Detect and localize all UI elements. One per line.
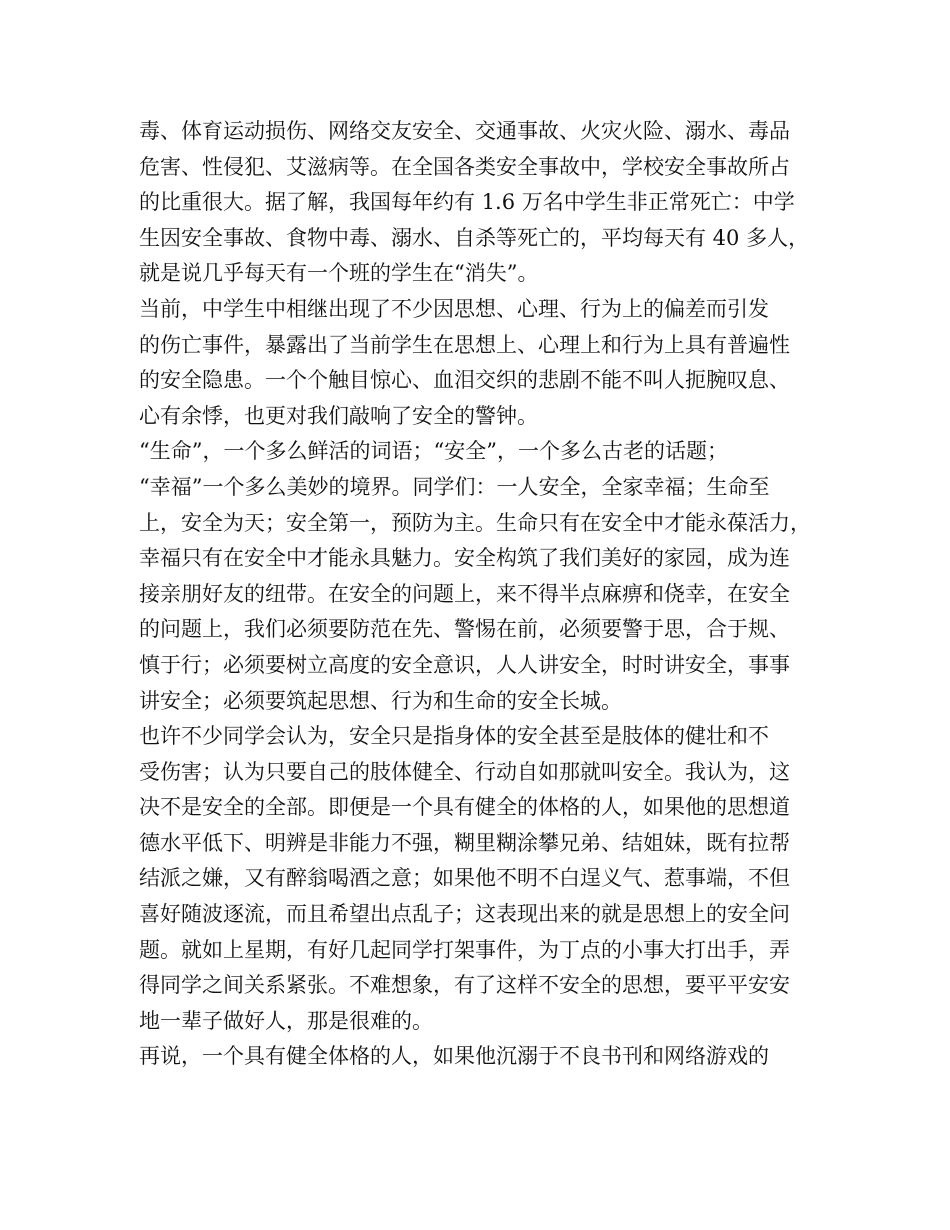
text-line: 得同学之间关系紧张。不难想象，有了这样不安全的思想，要平平安安: [139, 973, 790, 998]
text-line: 生因安全事故、食物中毒、溺水、自杀等死亡的，平均每天有 40 多人，: [139, 225, 810, 250]
text-line: 讲安全；必须要筑起思想、行为和生命的安全长城。: [139, 688, 622, 713]
text-line: 慎于行；必须要树立高度的安全意识，人人讲安全，时时讲安全，事事: [139, 652, 790, 677]
text-line: 危害、性侵犯、艾滋病等。在全国各类安全事故中，学校安全事故所占: [139, 154, 790, 179]
text-line: “幸福”一个多么美妙的境界。同学们：一人安全，全家幸福；生命至: [139, 474, 770, 499]
text-line: 当前，中学生中相继出现了不少因思想、心理、行为上的偏差而引发: [139, 296, 769, 321]
text-line: 也许不少同学会认为，安全只是指身体的安全甚至是肢体的健壮和不: [139, 724, 769, 749]
text-line: 的伤亡事件，暴露出了当前学生在思想上、心理上和行为上具有普遍性: [139, 332, 790, 357]
text-line: 受伤害；认为只要自己的肢体健全、行动自如那就叫安全。我认为，这: [139, 759, 790, 784]
text-line: 题。就如上星期，有好几起同学打架事件，为丁点的小事大打出手，弄: [139, 937, 790, 962]
text-line: “生命”，一个多么鲜活的词语；“安全”，一个多么古老的话题；: [139, 439, 728, 464]
text-line: 再说，一个具有健全体格的人，如果他沉溺于不良书刊和网络游戏的: [139, 1044, 769, 1069]
text-line: 的安全隐患。一个个触目惊心、血泪交织的悲剧不能不叫人扼腕叹息、: [139, 368, 790, 393]
text-line: 的比重很大。据了解，我国每年约有 1.6 万名中学生非正常死亡：中学: [139, 190, 795, 215]
text-line: 上，安全为天；安全第一，预防为主。生命只有在安全中才能永葆活力，: [139, 510, 811, 535]
text-line: 喜好随波逐流，而且希望出点乱子；这表现出来的就是思想上的安全问: [139, 902, 790, 927]
text-line: 就是说几乎每天有一个班的学生在“消失”。: [139, 261, 539, 286]
body-text: [139, 114, 829, 1075]
text-line: 结派之嫌，又有醉翁喝酒之意；如果他不明不白逞义气、惹事端，不但: [139, 866, 790, 891]
text-line: 的问题上，我们必须要防范在先、警惕在前，必须要警于思，合于规、: [139, 617, 790, 642]
text-line: 幸福只有在安全中才能永具魅力。安全构筑了我们美好的家园，成为连: [139, 546, 790, 571]
text-line: 德水平低下、明辨是非能力不强，糊里糊涂攀兄弟、结姐妹，既有拉帮: [139, 830, 790, 855]
text-line: 毒、体育运动损伤、网络交友安全、交通事故、火灾火险、溺水、毒品: [139, 119, 790, 143]
text-line: 心有余悸，也更对我们敲响了安全的警钟。: [139, 403, 538, 428]
text-line: 决不是安全的全部。即便是一个具有健全的体格的人，如果他的思想道: [139, 795, 790, 820]
text-line: 接亲朋好友的纽带。在安全的问题上，来不得半点麻痹和侥幸，在安全: [139, 581, 790, 606]
text-line: 地一辈子做好人，那是很难的。: [139, 1008, 433, 1033]
